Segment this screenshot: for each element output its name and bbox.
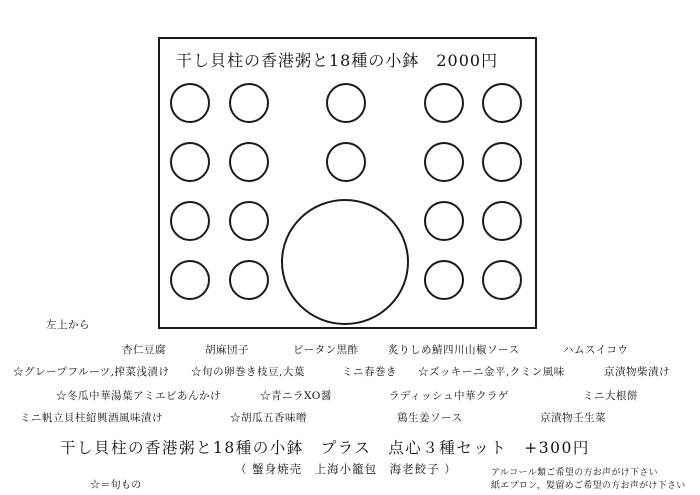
- dish-item: ☆ズッキーニ金平,クミン風味: [418, 366, 565, 378]
- dish-item: ☆冬瓜中華湯葉アミエビあんかけ: [56, 390, 221, 402]
- dish-item: 炙りしめ鯖四川山椒ソース: [388, 344, 520, 356]
- small-bowl: [482, 142, 522, 182]
- small-bowl: [424, 142, 464, 182]
- apron-note: 紙エプロン，髪留めご希望の方お声がけ下さい: [491, 481, 686, 491]
- small-bowl: [170, 201, 210, 241]
- dish-item: ☆胡瓜五香味噌: [230, 412, 307, 424]
- dish-item: ピータン黒酢: [293, 344, 359, 356]
- small-bowl: [482, 201, 522, 241]
- small-bowl: [170, 142, 210, 182]
- dish-item: ミニ大根餅: [583, 390, 638, 402]
- dish-item: 京漬物壬生菜: [540, 412, 606, 424]
- dish-item: ☆旬の卵巻き枝豆,大葉: [191, 366, 305, 378]
- small-bowl: [424, 260, 464, 300]
- small-bowl: [229, 201, 269, 241]
- small-bowl: [482, 83, 522, 123]
- plus-items: （ 蟹身焼売 上海小籠包 海老餃子 ）: [235, 462, 457, 476]
- dish-item: ☆グレープフルーツ,搾菜浅漬け: [13, 366, 170, 378]
- dish-item: ☆青ニラXO醤: [260, 390, 332, 402]
- dish-item: 京漬物柴漬け: [604, 366, 670, 378]
- menu-title: 干し貝柱の香港粥と18種の小鉢 2000円: [176, 51, 499, 70]
- dish-item: 胡麻団子: [205, 344, 249, 356]
- small-bowl: [170, 260, 210, 300]
- from-top-left-label: 左上から: [46, 319, 90, 331]
- small-bowl: [229, 142, 269, 182]
- dish-item: ミニ春巻き: [342, 366, 397, 378]
- small-bowl: [326, 142, 366, 182]
- small-bowl: [424, 83, 464, 123]
- seasonal-legend: ☆＝旬もの: [90, 480, 142, 491]
- small-bowl: [424, 201, 464, 241]
- small-bowl: [482, 260, 522, 300]
- dish-item: 杏仁豆腐: [122, 344, 166, 356]
- alcohol-note: アルコール類ご希望の方お声がけ下さい: [491, 468, 658, 478]
- dish-item: ミニ帆立貝柱紹興酒風味漬け: [20, 412, 163, 424]
- dish-item: ラディッシュ中華クラゲ: [389, 390, 509, 402]
- dish-item: 鶏生姜ソース: [397, 412, 463, 424]
- congee-bowl: [281, 199, 409, 325]
- small-bowl: [229, 83, 269, 123]
- small-bowl: [229, 260, 269, 300]
- small-bowl: [326, 83, 366, 123]
- dish-item: ハムスイコウ: [563, 344, 629, 356]
- small-bowl: [170, 83, 210, 123]
- plus-offer: 干し貝柱の香港粥と18種の小鉢 プラス 点心３種セット +300円: [60, 439, 590, 457]
